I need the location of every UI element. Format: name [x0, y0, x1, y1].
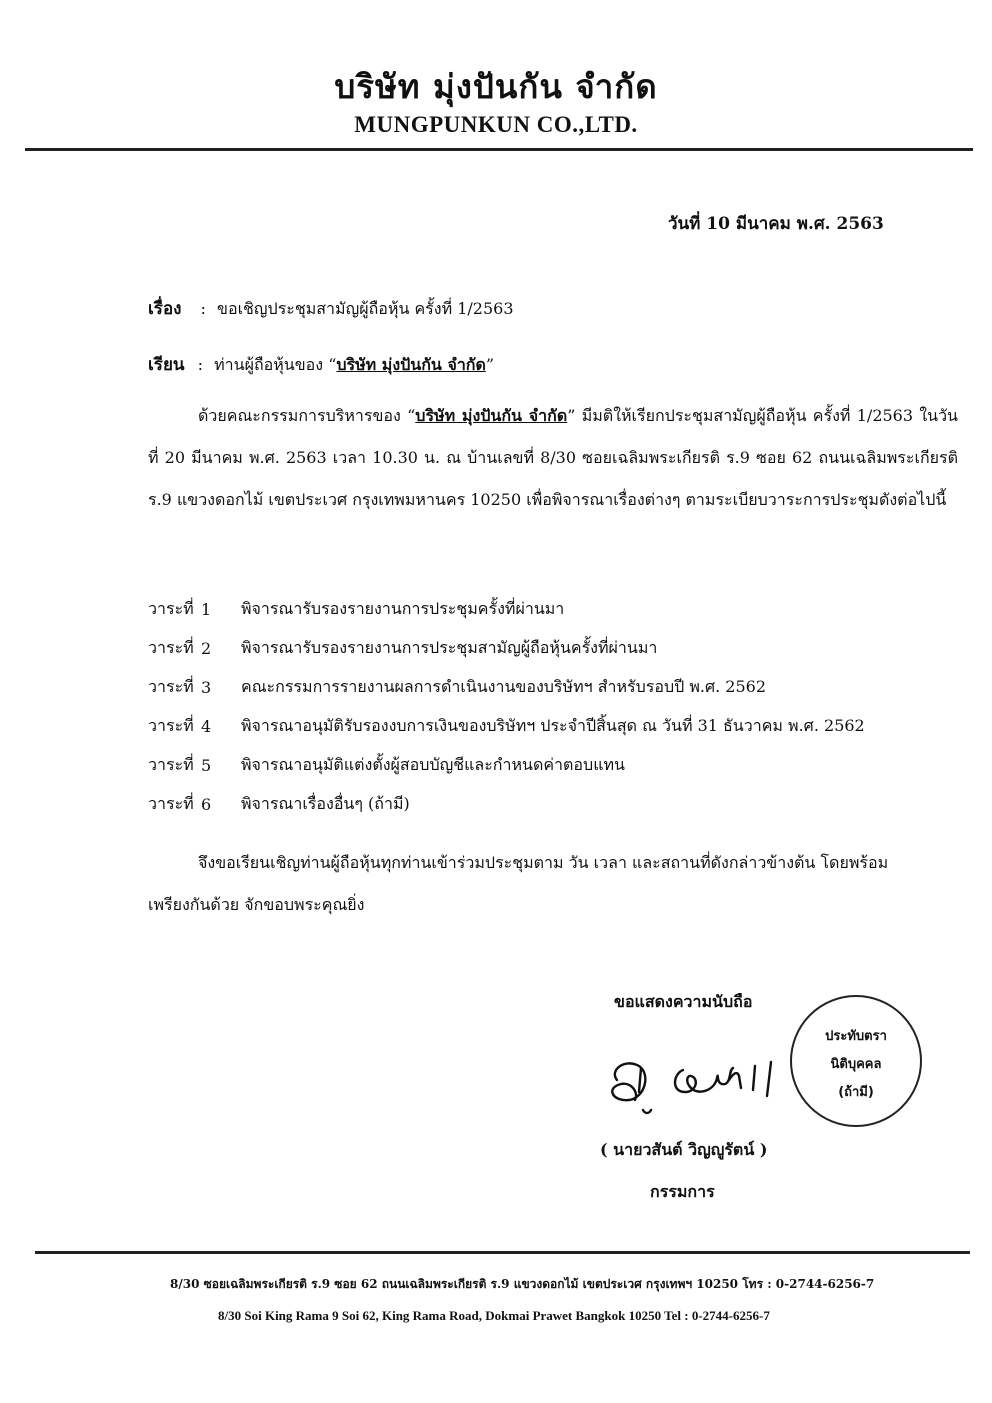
company-name-english: MUNGPUNKUN CO.,LTD.	[354, 112, 638, 137]
agenda-item	[148, 707, 968, 746]
closing-paragraph: จึงขอเรียนเชิญท่านผู้ถือหุ้นทุกท่านเข้าร่วมประชุมตาม วัน เวลา และสถานที่ดังกล่าวข้างต้น โดยพร้อมเพรียงกันด้วย จักขอบพระคุณยิ่ง	[148, 853, 889, 914]
company-seal-placeholder	[790, 995, 922, 1127]
recipient-company: บริษัท มุ่งปันกัน จำกัด	[336, 355, 486, 374]
signer-name: ( นายวสันต์ วิญญูรัตน์ )	[600, 1140, 768, 1159]
agenda-number: 6	[201, 795, 212, 814]
recipient-open-quote: “	[328, 355, 337, 374]
agenda-text: พิจารณารับรองรายงานการประชุมครั้งที่ผ่านมา	[241, 599, 565, 618]
agenda-prefix: วาระที่	[148, 716, 194, 735]
agenda-item	[148, 668, 968, 707]
agenda-prefix: วาระที่	[148, 677, 194, 696]
company-name-thai: บริษัท มุ่งปันกัน จำกัด	[334, 67, 658, 106]
invitation-open-quote: “	[407, 406, 416, 425]
recipient-separator: :	[197, 355, 204, 374]
invitation-paragraph	[148, 395, 958, 521]
subject-line	[148, 295, 514, 322]
subject-label: เรื่อง	[148, 299, 182, 319]
recipient-close-quote: ”	[485, 355, 495, 374]
footer-address-thai: 8/30 ซอยเฉลิมพระเกียรติ ร.9 ซอย 62 ถนนเฉลิมพระเกียรติ ร.9 แขวงดอกไม้ เขตประเวศ กรุงเทพฯ 10250 โทร : 0-2744-6256-7	[170, 1277, 875, 1291]
agenda-prefix: วาระที่	[148, 755, 194, 774]
seal-line-1: ประทับตรา	[825, 1029, 887, 1044]
subject-text: ขอเชิญประชุมสามัญผู้ถือหุ้น ครั้งที่ 1/2563	[217, 299, 514, 318]
seal-line-2: นิติบุคคล	[830, 1057, 882, 1072]
agenda-number: 5	[201, 756, 212, 775]
seal-line-3: (ถ้ามี)	[838, 1085, 874, 1100]
letter-date: วันที่ 10 มีนาคม พ.ศ. 2563	[668, 214, 884, 234]
agenda-text: พิจารณารับรองรายงานการประชุมสามัญผู้ถือหุ้นครั้งที่ผ่านมา	[241, 638, 658, 657]
agenda-item	[148, 746, 968, 785]
agenda-number: 3	[201, 678, 212, 697]
agenda-list	[148, 590, 968, 824]
subject-separator: :	[200, 299, 206, 318]
agenda-prefix: วาระที่	[148, 599, 194, 618]
signer-position: กรรมการ	[650, 1182, 715, 1201]
agenda-prefix: วาระที่	[148, 794, 194, 813]
invitation-company: บริษัท มุ่งปันกัน จำกัด	[415, 406, 568, 425]
header-divider	[25, 148, 973, 151]
footer-divider	[35, 1251, 970, 1254]
handwritten-signature	[595, 1040, 785, 1120]
agenda-item	[148, 629, 968, 668]
agenda-prefix: วาระที่	[148, 638, 194, 657]
agenda-number: 2	[201, 639, 212, 658]
agenda-text: คณะกรรมการรายงานผลการดำเนินงานของบริษัทฯ สำหรับรอบปี พ.ศ. 2562	[241, 677, 767, 696]
invitation-intro: ด้วยคณะกรรมการบริหารของ	[198, 406, 401, 425]
closing-salutation: ขอแสดงความนับถือ	[614, 992, 753, 1011]
agenda-text: พิจารณาอนุมัติแต่งตั้งผู้สอบบัญชีและกำหนดค่าตอบแทน	[241, 755, 625, 774]
agenda-item	[148, 785, 968, 824]
agenda-number: 4	[201, 717, 212, 736]
recipient-label: เรียน	[148, 355, 185, 375]
agenda-text: พิจารณาอนุมัติรับรองงบการเงินของบริษัทฯ ประจำปีสิ้นสุด ณ วันที่ 31 ธันวาคม พ.ศ. 2562	[241, 716, 865, 735]
agenda-number: 1	[201, 600, 212, 619]
agenda-text: พิจารณาเรื่องอื่นๆ (ถ้ามี)	[241, 794, 410, 813]
recipient-line	[148, 351, 494, 378]
recipient-prefix: ท่านผู้ถือหุ้นของ	[214, 355, 324, 374]
invitation-details: มีมติให้เรียกประชุมสามัญผู้ถือหุ้น ครั้งที่ 1/2563 ในวันที่ 20 มีนาคม พ.ศ. 2563 เวลา 10.30 น. ณ บ้านเลขที่ 8/30 ซอยเฉลิมพระเกียรติ ร.9 ซอย 62 ถนนเฉลิมพระเกียรติ ร.9 แขวงดอกไม้ เขตประเวศ กรุงเทพมหานคร 10250 เพื่อพิจารณาเรื่องต่างๆ ตามระเบียบวาระการประชุมดังต่อไปนี้	[148, 406, 958, 509]
invitation-close-quote: ”	[567, 406, 576, 425]
footer-address-english: 8/30 Soi King Rama 9 Soi 62, King Rama Road, Dokmai Prawet Bangkok 10250 Tel : 0-2744-6256-7	[218, 1308, 770, 1323]
agenda-item	[148, 590, 968, 629]
